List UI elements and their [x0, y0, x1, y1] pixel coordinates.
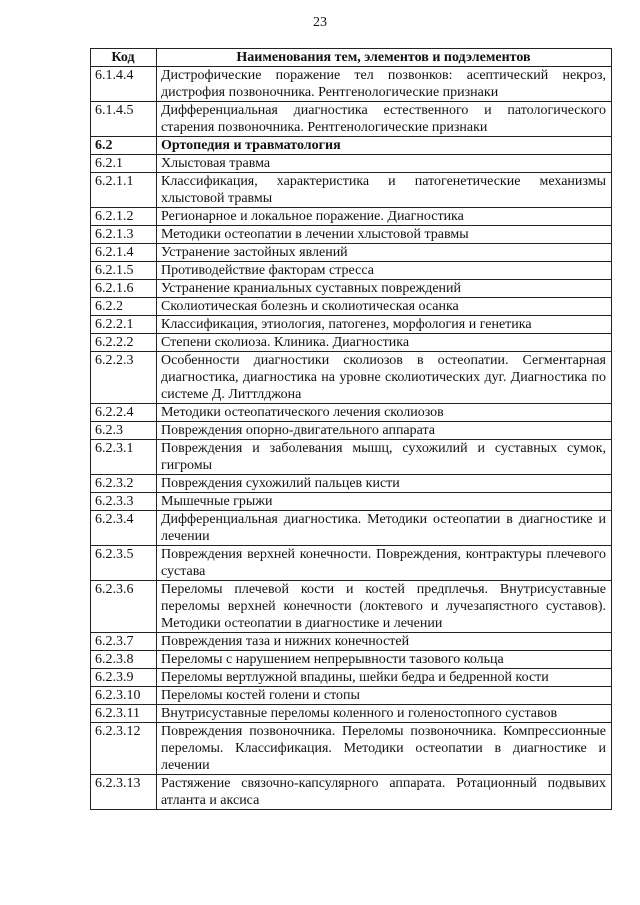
- row-code: 6.2.3.10: [91, 687, 157, 705]
- table-row: [91, 155, 612, 173]
- table-row: [91, 298, 612, 316]
- table-row: [91, 475, 612, 493]
- curriculum-table: [90, 48, 612, 810]
- table-row: [91, 775, 612, 810]
- table-row: [91, 633, 612, 651]
- row-title: Сколиотическая болезнь и сколиотическая осанка: [157, 298, 612, 316]
- row-title: Устранение краниальных суставных повреждений: [157, 280, 612, 298]
- row-title: Методики остеопатии в лечении хлыстовой травмы: [157, 226, 612, 244]
- row-title: Устранение застойных явлений: [157, 244, 612, 262]
- row-code: 6.2.3.11: [91, 705, 157, 723]
- row-code: 6.2.3.2: [91, 475, 157, 493]
- table-row: [91, 440, 612, 475]
- row-title: Дифференциальная диагностика. Методики остеопатии в диагностике и лечении: [157, 511, 612, 546]
- row-code: 6.2.2.1: [91, 316, 157, 334]
- table-row: [91, 422, 612, 440]
- row-code: 6.2.1: [91, 155, 157, 173]
- row-code: 6.2.3.9: [91, 669, 157, 687]
- row-code: 6.2.3.7: [91, 633, 157, 651]
- row-title: Особенности диагностики сколиозов в остеопатии. Сегментарная диагностика, диагностика на уровне сколиотических дуг. Диагностика по системе Д. Литтлджона: [157, 352, 612, 404]
- row-title: Противодействие факторам стресса: [157, 262, 612, 280]
- row-code: 6.2: [91, 137, 157, 155]
- row-title: Мышечные грыжи: [157, 493, 612, 511]
- row-code: 6.2.1.2: [91, 208, 157, 226]
- table-row: [91, 651, 612, 669]
- table-row: [91, 262, 612, 280]
- table-row: [91, 334, 612, 352]
- row-code: 6.1.4.4: [91, 67, 157, 102]
- row-title: Регионарное и локальное поражение. Диагностика: [157, 208, 612, 226]
- row-code: 6.2.3.12: [91, 723, 157, 775]
- row-title: Внутрисуставные переломы коленного и голеностопного суставов: [157, 705, 612, 723]
- row-title: Повреждения и заболевания мышц, сухожилий и суставных сумок, гигромы: [157, 440, 612, 475]
- table-row: [91, 208, 612, 226]
- table-row: [91, 723, 612, 775]
- table-row: [91, 352, 612, 404]
- row-code: 6.2.3.5: [91, 546, 157, 581]
- row-code: 6.2.3: [91, 422, 157, 440]
- row-title: Повреждения верхней конечности. Повреждения, контрактуры плечевого сустава: [157, 546, 612, 581]
- table-row: [91, 705, 612, 723]
- row-title: Переломы с нарушением непрерывности тазового кольца: [157, 651, 612, 669]
- table-row: [91, 546, 612, 581]
- table-row: [91, 244, 612, 262]
- row-title: Ортопедия и травматология: [157, 137, 612, 155]
- row-title: Дистрофические поражение тел позвонков: асептический некроз, дистрофия позвоночника. Рентгенологические признаки: [157, 67, 612, 102]
- row-code: 6.2.1.4: [91, 244, 157, 262]
- row-title: Дифференциальная диагностика естественного и патологического старения позвоночника. Рентгенологические признаки: [157, 102, 612, 137]
- row-code: 6.2.3.13: [91, 775, 157, 810]
- row-title: Повреждения сухожилий пальцев кисти: [157, 475, 612, 493]
- table-row: [91, 669, 612, 687]
- table-row: [91, 687, 612, 705]
- row-code: 6.2.2: [91, 298, 157, 316]
- table-row: [91, 102, 612, 137]
- row-title: Степени сколиоза. Клиника. Диагностика: [157, 334, 612, 352]
- row-title: Классификация, этиология, патогенез, морфология и генетика: [157, 316, 612, 334]
- row-code: 6.2.2.3: [91, 352, 157, 404]
- table-row: [91, 173, 612, 208]
- row-code: 6.2.1.6: [91, 280, 157, 298]
- row-code: 6.2.3.6: [91, 581, 157, 633]
- row-title: Переломы вертлужной впадины, шейки бедра и бедренной кости: [157, 669, 612, 687]
- row-title: Растяжение связочно-капсулярного аппарата. Ротационный подвывих атланта и аксиса: [157, 775, 612, 810]
- row-code: 6.2.2.2: [91, 334, 157, 352]
- row-code: 6.2.3.1: [91, 440, 157, 475]
- header-code: Код: [91, 49, 157, 67]
- table-row: [91, 226, 612, 244]
- row-title: Переломы костей голени и стопы: [157, 687, 612, 705]
- table-row: [91, 404, 612, 422]
- table-row: [91, 316, 612, 334]
- table-header-row: [91, 49, 612, 67]
- row-title: Классификация, характеристика и патогенетические механизмы хлыстовой травмы: [157, 173, 612, 208]
- table-row: [91, 493, 612, 511]
- row-title: Методики остеопатического лечения сколиозов: [157, 404, 612, 422]
- row-title: Повреждения позвоночника. Переломы позвоночника. Компрессионные переломы. Классификация. Методики остеопатии в диагностике и лечении: [157, 723, 612, 775]
- row-code: 6.2.2.4: [91, 404, 157, 422]
- row-title: Повреждения опорно-двигательного аппарата: [157, 422, 612, 440]
- row-code: 6.2.1.3: [91, 226, 157, 244]
- table-row: [91, 581, 612, 633]
- row-title: Хлыстовая травма: [157, 155, 612, 173]
- row-code: 6.2.3.3: [91, 493, 157, 511]
- page-number: 23: [313, 15, 327, 30]
- table-row: [91, 511, 612, 546]
- table-row: [91, 280, 612, 298]
- row-code: 6.2.3.4: [91, 511, 157, 546]
- section-row: [91, 137, 612, 155]
- row-title: Повреждения таза и нижних конечностей: [157, 633, 612, 651]
- row-code: 6.2.3.8: [91, 651, 157, 669]
- table-row: [91, 67, 612, 102]
- header-title: Наименования тем, элементов и подэлементов: [157, 49, 612, 67]
- row-code: 6.2.1.1: [91, 173, 157, 208]
- row-code: 6.2.1.5: [91, 262, 157, 280]
- row-code: 6.1.4.5: [91, 102, 157, 137]
- row-title: Переломы плечевой кости и костей предплечья. Внутрисуставные переломы верхней конечности (локтевого и лучезапястного суставов). Методики остеопатии в диагностике и лечении: [157, 581, 612, 633]
